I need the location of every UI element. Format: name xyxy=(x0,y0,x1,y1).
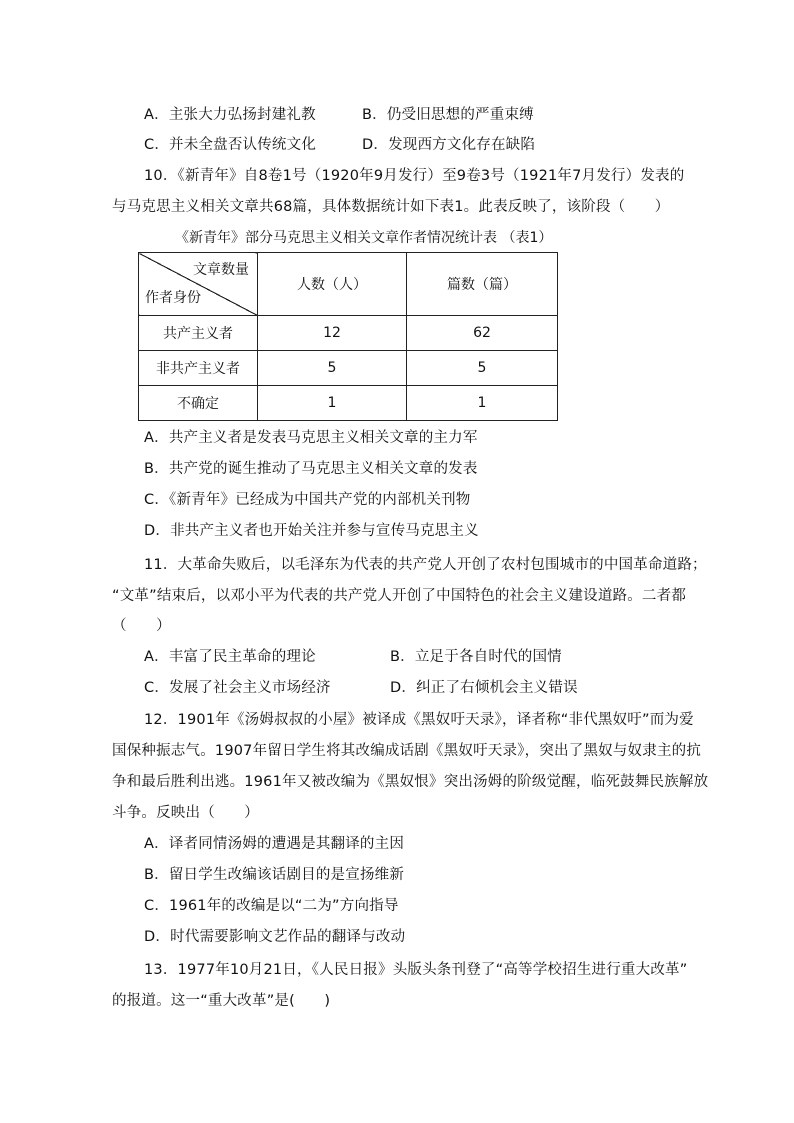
column-header-articles: 篇数（篇） xyxy=(407,253,558,316)
q11-option-d: D．纠正了右倾机会主义错误 xyxy=(390,680,578,696)
table-title: 《新青年》部分马克思主义相关文章作者情况统计表 （表1） xyxy=(175,230,553,246)
table-row xyxy=(139,386,558,421)
table-row xyxy=(139,316,558,351)
cell-articles: 5 xyxy=(407,351,558,386)
q11-stem-line-1: 11．大革命失败后，以毛泽东为代表的共产党人开创了农村包围城市的中国革命道路； xyxy=(144,557,707,573)
q11-option-b: B．立足于各自时代的国情 xyxy=(390,649,562,665)
q13-stem-line-2: 的报道。这一“重大改革”是( ) xyxy=(112,993,331,1009)
cell-people: 12 xyxy=(258,316,407,351)
q10-option-a: A．共产主义者是发表马克思主义相关文章的主力军 xyxy=(144,430,478,446)
corner-header-top: 文章数量 xyxy=(193,262,249,278)
row-label: 不确定 xyxy=(139,386,258,421)
q9-option-a: A．主张大力弘扬封建礼教 xyxy=(144,107,316,123)
table-corner-cell xyxy=(139,253,258,316)
column-header-people: 人数（人） xyxy=(258,253,407,316)
q12-stem-line-2: 国保种振志气。1907年留日学生将其改编成话剧《黑奴吁天录》，突出了黑奴与奴隶主的抗 xyxy=(112,743,702,759)
q10-option-c: C．《新青年》已经成为中国共产党的内部机关刊物 xyxy=(144,492,471,508)
q11-stem-line-3: （ ） xyxy=(112,618,171,634)
q12-option-b: B．留日学生改编该话剧目的是宣扬维新 xyxy=(144,867,405,883)
q12-stem-line-3: 争和最后胜利出逃。1961年又被改编为《黑奴恨》突出汤姆的阶级觉醒，临死鼓舞民族解放 xyxy=(112,774,709,790)
cell-people: 1 xyxy=(258,386,407,421)
q12-option-c: C．1961年的改编是以“二为”方向指导 xyxy=(144,898,399,914)
q13-stem-line-1: 13．1977年10月21日，《人民日报》头版头条刊登了“高等学校招生进行重大改革” xyxy=(144,962,688,978)
q12-option-a: A．译者同情汤姆的遭遇是其翻译的主因 xyxy=(144,836,405,852)
q11-option-c: C．发展了社会主义市场经济 xyxy=(144,680,331,696)
statistics-table xyxy=(138,252,558,421)
table-row xyxy=(139,351,558,386)
q12-stem-line-4: 斗争。反映出（ ） xyxy=(112,805,259,821)
q12-stem-line-1: 12．1901年《汤姆叔叔的小屋》被译成《黑奴吁天录》，译者称“非代黑奴吁”而为爱 xyxy=(144,712,694,728)
corner-header-bottom: 作者身份 xyxy=(145,290,201,306)
q10-option-b: B．共产党的诞生推动了马克思主义相关文章的发表 xyxy=(144,461,478,477)
q9-option-c: C．并未全盘否认传统文化 xyxy=(144,137,317,153)
q12-option-d: D．时代需要影响文艺作品的翻译与改动 xyxy=(144,929,406,945)
row-label: 非共产主义者 xyxy=(139,351,258,386)
q11-option-a: A．丰富了民主革命的理论 xyxy=(144,649,316,665)
cell-people: 5 xyxy=(258,351,407,386)
row-label: 共产主义者 xyxy=(139,316,258,351)
q9-option-b: B．仍受旧思想的严重束缚 xyxy=(362,107,534,123)
cell-articles: 1 xyxy=(407,386,558,421)
q9-option-d: D．发现西方文化存在缺陷 xyxy=(362,137,536,153)
cell-articles: 62 xyxy=(407,316,558,351)
q11-stem-line-2: “文革”结束后，以邓小平为代表的共产党人开创了中国特色的社会主义建设道路。二者都 xyxy=(112,588,687,604)
q10-stem-line-2: 与马克思主义相关文章共68篇，具体数据统计如下表1。此表反映了，该阶段（ ） xyxy=(112,199,670,215)
q10-stem-line-1: 10．《新青年》自8卷1号（1920年9月发行）至9卷3号（1921年7月发行）发表的 xyxy=(144,168,685,184)
q10-option-d: D．非共产主义者也开始关注并参与宣传马克思主义 xyxy=(144,523,479,539)
